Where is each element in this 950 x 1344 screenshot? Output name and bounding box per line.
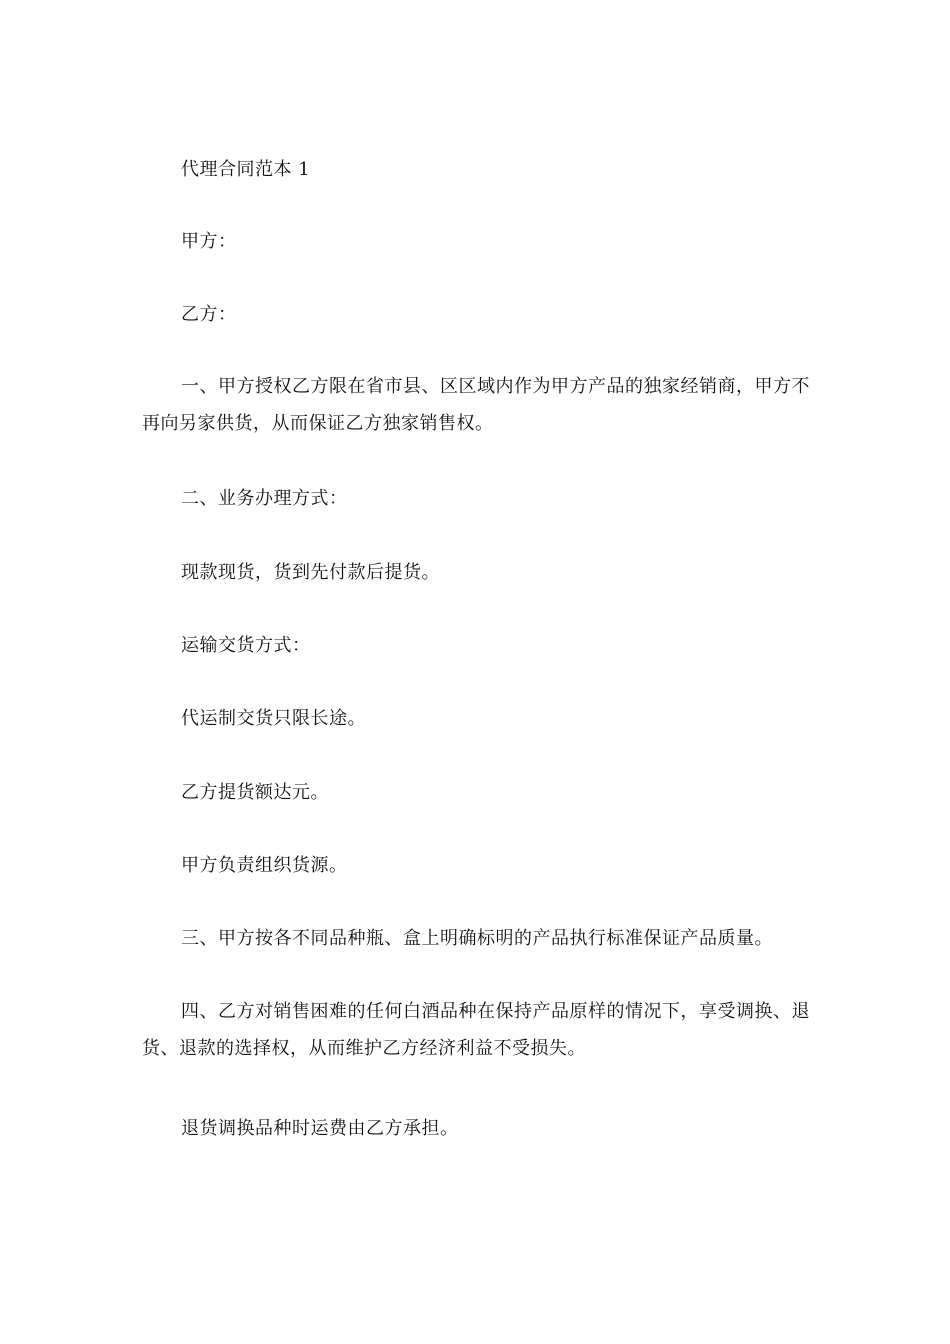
payment-terms: 现款现货，货到先付款后提货。 bbox=[181, 562, 440, 583]
clause-1: 一、甲方授权乙方限在省市县、区区域内作为甲方产品的独家经销商，甲方不再向另家供货，从而保证乙方独家销售权。 bbox=[142, 376, 810, 434]
clause-2-heading: 二、业务办理方式： bbox=[181, 488, 348, 509]
clause-3: 三、甲方按各不同品种瓶、盒上明确标明的产品执行标准保证产品质量。 bbox=[181, 928, 773, 949]
transport-heading: 运输交货方式： bbox=[181, 635, 311, 656]
supply-terms: 甲方负责组织货源。 bbox=[181, 855, 348, 876]
pickup-amount: 乙方提货额达元。 bbox=[181, 782, 329, 803]
return-freight: 退货调换品种时运费由乙方承担。 bbox=[181, 1118, 459, 1139]
party-a-label: 甲方： bbox=[181, 231, 237, 252]
party-b-label: 乙方： bbox=[181, 304, 237, 325]
document-title: 代理合同范本 1 bbox=[181, 159, 311, 180]
clause-4: 四、乙方对销售困难的任何白酒品种在保持产品原样的情况下，享受调换、退货、退款的选择权，从而维护乙方经济利益不受损失。 bbox=[142, 1001, 810, 1059]
transport-terms: 代运制交货只限长途。 bbox=[181, 708, 366, 729]
